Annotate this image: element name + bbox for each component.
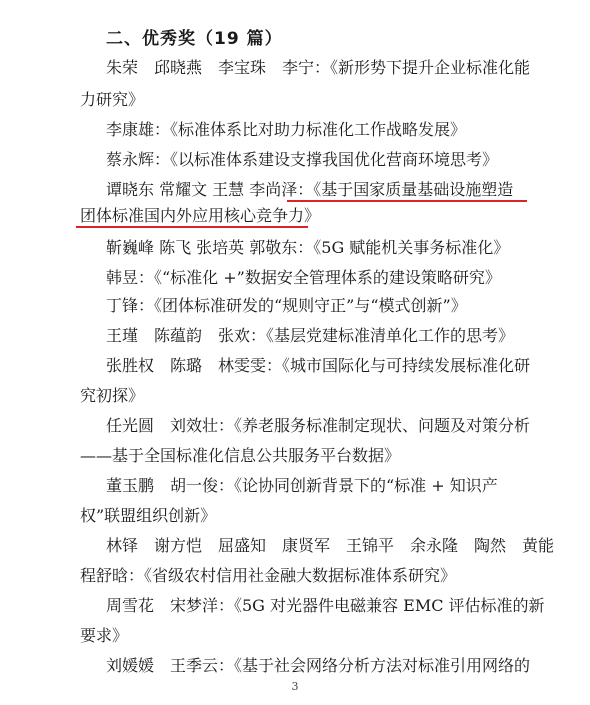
entry-9-line-2: 究初探》	[80, 386, 145, 405]
entry-8-line-1: 王瑾 陈蕴韵 张欢：《基层党建标准清单化工作的思考》	[106, 326, 515, 345]
entry-12-line-1: 林铎 谢方恺 屈盛知 康贤军 王锦平 余永隆 陶然 黄能	[106, 536, 555, 555]
entry-13-line-1: 周雪花 宋梦洋：《5G 对光器件电磁兼容 EMC 评估标准的新	[106, 596, 545, 615]
section-heading: 二、优秀奖（19 篇）	[106, 29, 283, 49]
entry-1-line-1: 朱荣 邱晓燕 李宝珠 李宁：《新形势下提升企业标准化能	[106, 58, 531, 77]
highlight-underline-1	[287, 200, 527, 202]
entry-9-line-1: 张胜权 陈璐 林雯雯：《城市国际化与可持续发展标准化研	[106, 356, 531, 375]
entry-12-line-2: 程舒晗：《省级农村信用社金融大数据标准体系研究》	[80, 566, 457, 585]
entry-11-line-1: 董玉鹏 胡一俊：《论协同创新背景下的“标准 + 知识产	[106, 476, 498, 495]
entry-2-line-1: 李康雄：《标准体系比对助力标准化工作战略发展》	[106, 120, 467, 139]
entry-3-line-1: 蔡永辉：《以标准体系建设支撑我国优化营商环境思考》	[106, 150, 499, 169]
highlight-underline-2	[76, 226, 308, 228]
entry-11-line-2: 权”联盟组织创新》	[80, 506, 217, 525]
page-number: 3	[291, 680, 299, 693]
entry-7-line-1: 丁锋：《团体标准研发的“规则守正”与“模式创新”》	[106, 296, 467, 315]
entry-6-line-1: 韩昱：《“标准化 +”数据安全管理体系的建设策略研究》	[106, 268, 501, 287]
entry-13-line-2: 要求》	[80, 626, 129, 645]
entry-4-line-2: 团体标准国内外应用核心竞争力》	[80, 206, 321, 225]
entry-10-line-2: ——基于全国标准化信息公共服务平台数据》	[80, 446, 401, 465]
entry-5-line-1: 靳巍峰 陈飞 张培英 郭敬东：《5G 赋能机关事务标准化》	[106, 238, 510, 257]
entry-1-line-2: 力研究》	[80, 90, 145, 109]
entry-10-line-1: 任光圆 刘效壮：《养老服务标准制定现状、问题及对策分析	[106, 416, 531, 435]
entry-4-line-1: 谭晓东 常耀文 王慧 李尚泽：《基于国家质量基础设施塑造	[106, 180, 514, 199]
entry-14-line-1: 刘媛媛 王季云：《基于社会网络分析方法对标准引用网络的	[106, 656, 531, 675]
